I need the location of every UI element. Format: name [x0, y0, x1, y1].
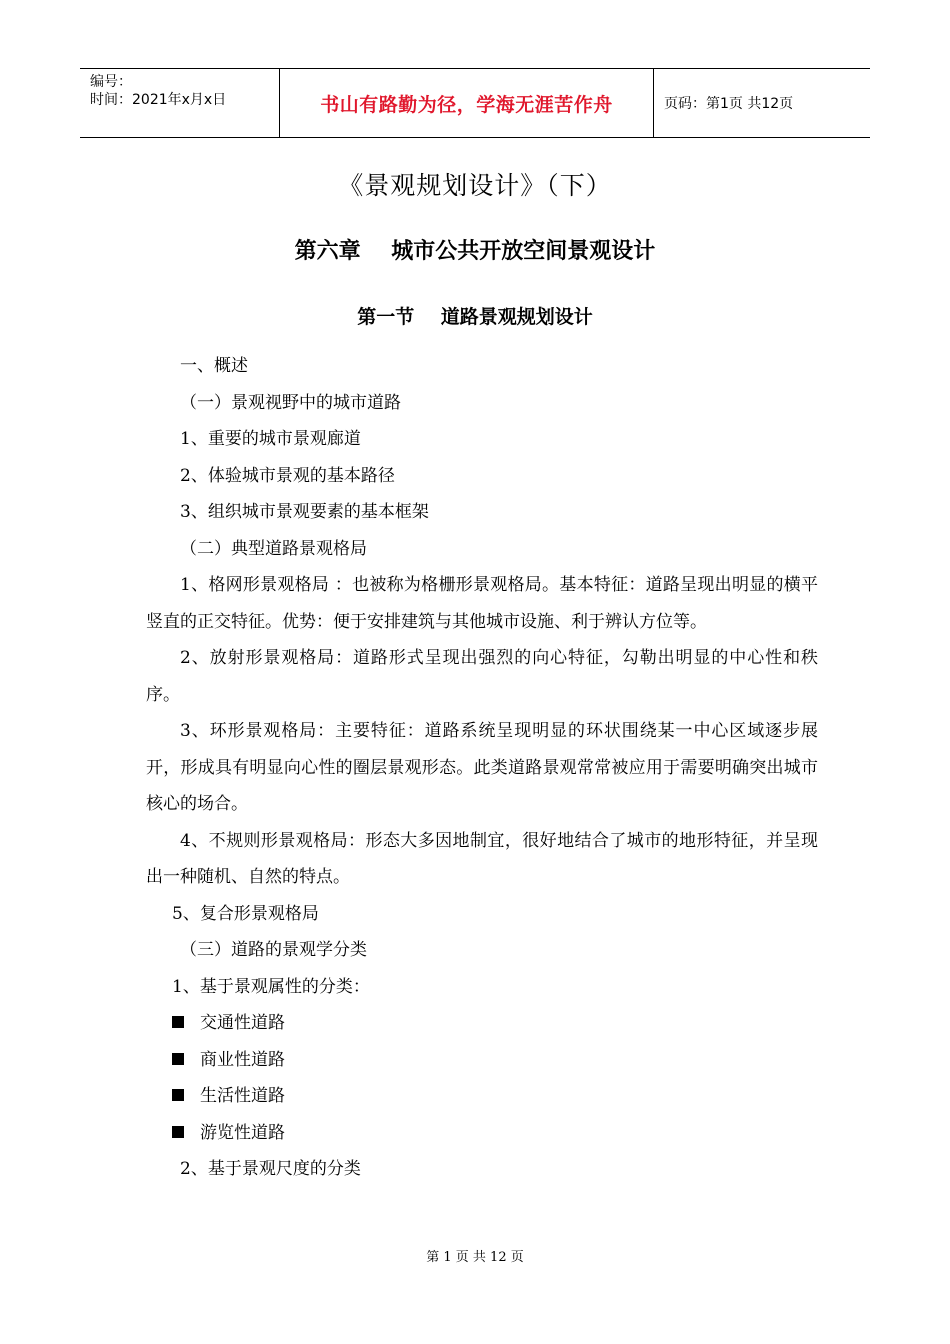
square-bullet-icon — [172, 1016, 184, 1028]
list-item: 5、复合形景观格局 — [172, 903, 319, 924]
header-meta-cell — [80, 69, 280, 137]
body-text — [146, 348, 818, 1188]
time-label: 时间：2021年x月x日 — [90, 92, 227, 108]
heading-overview: 一、概述 — [180, 356, 248, 376]
bullet-text: 交通性道路 — [200, 1013, 285, 1033]
bullet-item — [146, 1042, 818, 1079]
page-footer: 第 1 页 共 12 页 — [426, 1250, 524, 1265]
square-bullet-icon — [172, 1089, 184, 1101]
paragraph: 3、环形景观格局：主要特征：道路系统呈现明显的环状围绕某一中心区域逐步展开，形成具有明显向心性的圈层景观形态。此类道路景观常常被应用于需要明确突出城市核心的场合。 — [146, 721, 818, 814]
paragraph: 4、不规则形景观格局：形态大多因地制宜，很好地结合了城市的地形特征，并呈现出一种随机、自然的特点。 — [146, 830, 818, 887]
bullet-item — [146, 1115, 818, 1152]
subheading-1: （一）景观视野中的城市道路 — [180, 392, 401, 413]
page-header-table — [80, 68, 870, 138]
list-item: 2、体验城市景观的基本路径 — [180, 465, 395, 486]
list-item: 1、基于景观属性的分类： — [172, 976, 370, 997]
list-item: 3、组织城市景观要素的基本框架 — [180, 502, 429, 522]
header-page-info: 页码：第1页 共12页 — [664, 96, 794, 112]
subheading-2: （二）典型道路景观格局 — [180, 538, 367, 559]
bullet-item — [146, 1078, 818, 1115]
bullet-item — [146, 1005, 818, 1042]
document-title: 《景观规划设计》（下） — [338, 171, 612, 200]
section-title: 第一节 道路景观规划设计 — [357, 306, 593, 328]
subheading-3: （三）道路的景观学分类 — [180, 940, 367, 960]
paragraph: 2、放射形景观格局：道路形式呈现出强烈的向心特征，勾勒出明显的中心性和秩序。 — [146, 648, 818, 705]
bullet-text: 商业性道路 — [200, 1049, 285, 1070]
list-item: 2、基于景观尺度的分类 — [180, 1159, 361, 1179]
bullet-text: 生活性道路 — [200, 1086, 285, 1106]
number-label: 编号： — [90, 74, 132, 90]
paragraph: 1、格网形景观格局 ：也被称为格栅形景观格局。基本特征：道路呈现出明显的横平竖直的正交特征。优势：便于安排建筑与其他城市设施、利于辨认方位等。 — [146, 575, 818, 632]
list-item: 1、重要的城市景观廊道 — [180, 429, 361, 449]
chapter-title: 第六章 城市公共开放空间景观设计 — [294, 239, 656, 264]
square-bullet-icon — [172, 1126, 184, 1138]
bullet-text: 游览性道路 — [200, 1122, 285, 1143]
header-motto: 书山有路勤为径，学海无涯苦作舟 — [280, 69, 654, 137]
square-bullet-icon — [172, 1053, 184, 1065]
